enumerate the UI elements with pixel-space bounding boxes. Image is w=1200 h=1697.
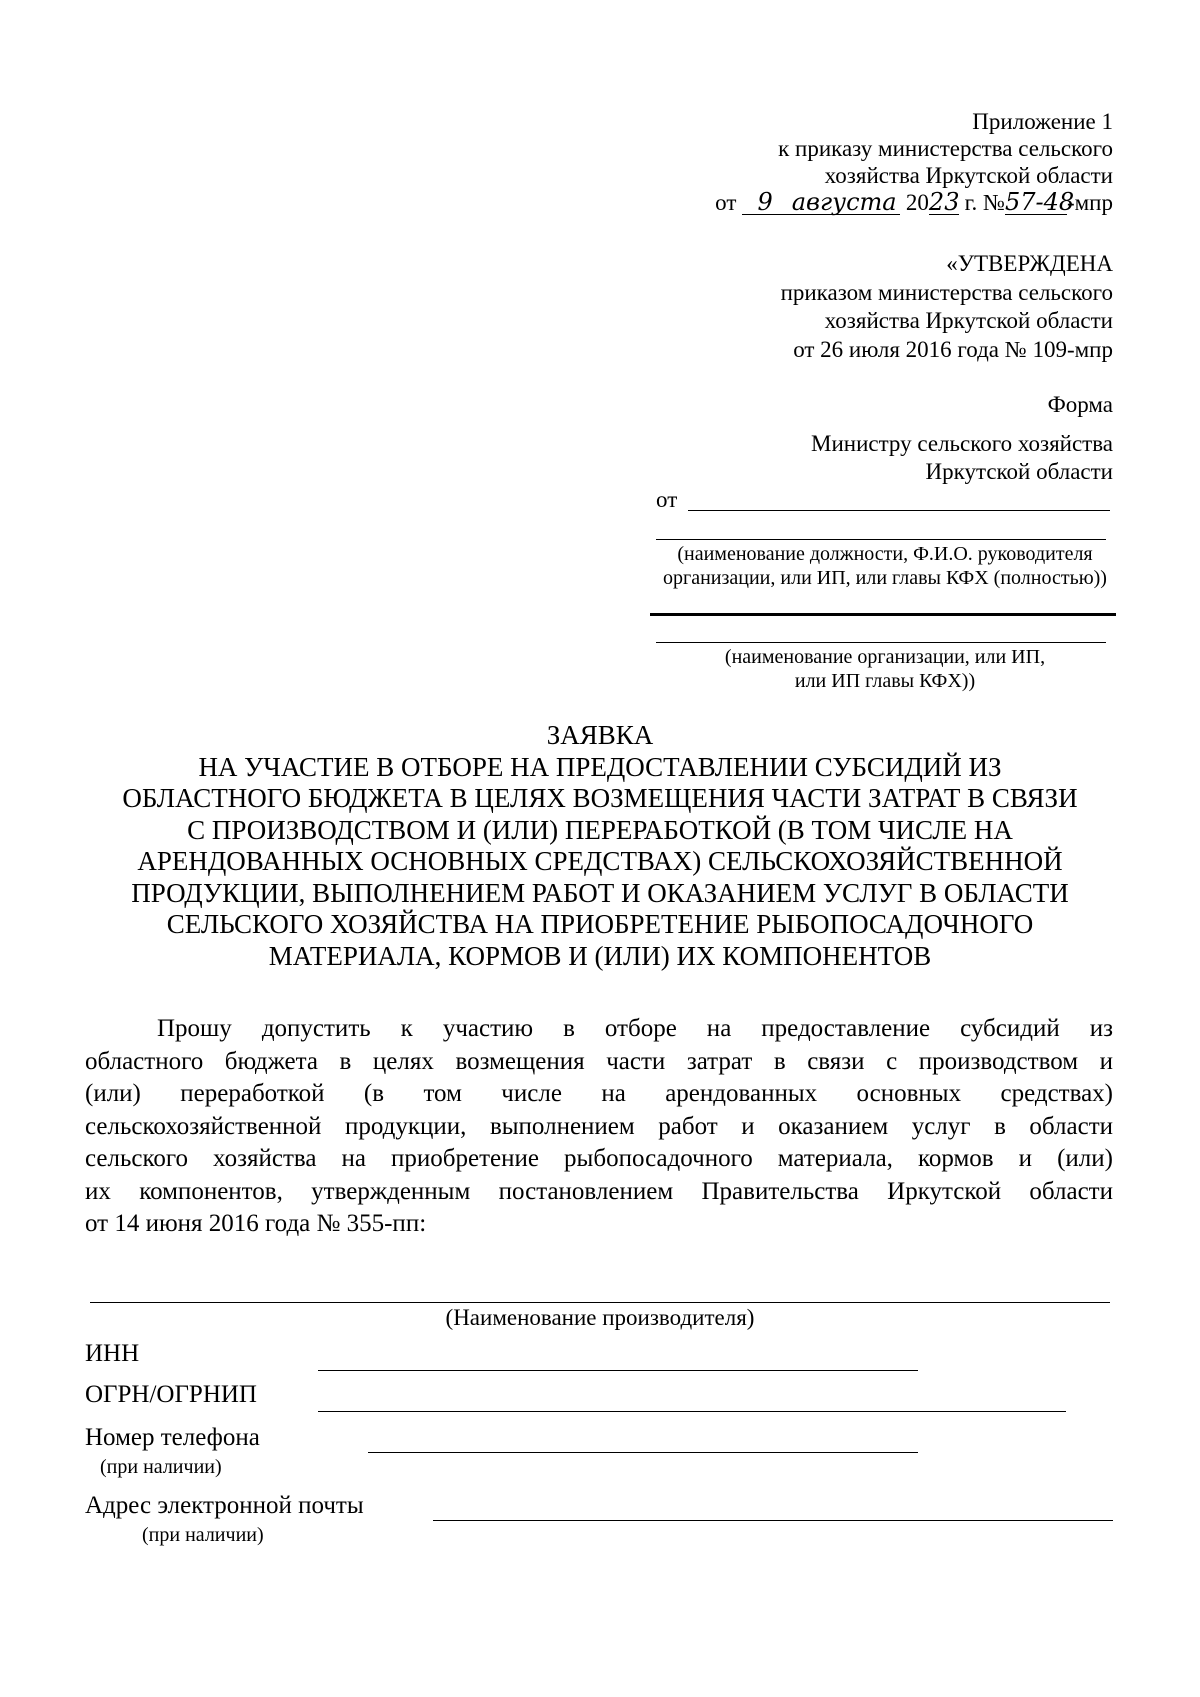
heading-line: С ПРОИЗВОДСТВОМ И (ИЛИ) ПЕРЕРАБОТКОЙ (В ТОМ ЧИСЛЕ НА bbox=[187, 814, 1013, 845]
approved-line-1: приказом министерства сельского bbox=[780, 279, 1113, 305]
heading-line: АРЕНДОВАННЫХ ОСНОВНЫХ СРЕДСТВАХ) СЕЛЬСКОХОЗЯЙСТВЕННОЙ bbox=[137, 846, 1063, 876]
appendix-line-1: к приказу министерства сельского bbox=[778, 136, 1113, 161]
appendix-block bbox=[593, 108, 1113, 216]
heading-line: ПРОДУКЦИИ, ВЫПОЛНЕНИЕМ РАБОТ И ОКАЗАНИЕМ УСЛУГ В ОБЛАСТИ bbox=[131, 877, 1069, 908]
separator-thick-line bbox=[650, 613, 1116, 616]
appendix-title: Приложение 1 bbox=[972, 109, 1113, 134]
document-heading bbox=[40, 720, 1160, 972]
body-line: Прошу допустить к участию в отборе на предоставление субсидий из bbox=[157, 1015, 1113, 1042]
year-handwritten: 23 bbox=[928, 188, 960, 216]
heading-line: НА УЧАСТИЕ В ОТБОРЕ НА ПРЕДОСТАВЛЕНИИ СУБСИДИЙ ИЗ bbox=[198, 751, 1002, 782]
inn-input-line[interactable] bbox=[318, 1370, 918, 1371]
approved-title: «УТВЕРЖДЕНА bbox=[946, 251, 1113, 276]
approved-line-2: хозяйства Иркутской области bbox=[824, 308, 1113, 333]
phone-input-line[interactable] bbox=[368, 1452, 918, 1453]
position-caption bbox=[650, 542, 1120, 590]
body-line: сельскохозяйственной продукции, выполнением работ и оказанием услуг в области bbox=[85, 1112, 1113, 1140]
order-number-field bbox=[1004, 188, 1075, 216]
body-line: их компонентов, утвержденным постановлением Правительства Иркутской области bbox=[85, 1177, 1113, 1205]
position-caption-line-2: организации, или ИП, или главы КФХ (полностью)) bbox=[663, 567, 1107, 589]
approved-block bbox=[593, 250, 1113, 364]
body-line: областного бюджета в целях возмещения части затрат в связи с производством и bbox=[85, 1047, 1113, 1075]
inn-label: ИНН bbox=[85, 1340, 140, 1367]
addressee-from-label: от bbox=[656, 487, 678, 512]
form-label: Форма bbox=[1047, 392, 1113, 417]
body-line: от 14 июня 2016 года № 355-пп: bbox=[85, 1210, 427, 1237]
phone-label: Номер телефона bbox=[85, 1424, 260, 1451]
heading-line: ОБЛАСТНОГО БЮДЖЕТА В ЦЕЛЯХ ВОЗМЕЩЕНИЯ ЧАСТИ ЗАТРАТ В СВЯЗИ bbox=[122, 783, 1078, 813]
heading-line: МАТЕРИАЛА, КОРМОВ И (ИЛИ) ИХ КОМПОНЕНТОВ bbox=[268, 940, 932, 971]
organization-caption bbox=[650, 645, 1120, 693]
producer-caption: (Наименование производителя) bbox=[445, 1305, 755, 1330]
addressee-from-line[interactable] bbox=[688, 510, 1110, 511]
addressee-block bbox=[593, 430, 1113, 486]
order-suffix: -мпр bbox=[1066, 190, 1113, 215]
date-month-handwritten: августа bbox=[791, 188, 897, 216]
appendix-line-2: хозяйства Иркутской области bbox=[824, 163, 1113, 188]
organization-caption-line-1: (наименование организации, или ИП, bbox=[724, 646, 1046, 668]
year-field bbox=[928, 188, 960, 216]
ogrn-label: ОГРН/ОГРНИП bbox=[85, 1381, 257, 1408]
body-paragraph bbox=[85, 1013, 1113, 1241]
organization-line[interactable] bbox=[656, 642, 1106, 643]
position-line[interactable] bbox=[656, 539, 1106, 540]
email-label: Адрес электронной почты bbox=[85, 1492, 364, 1519]
producer-name-line[interactable] bbox=[90, 1302, 1110, 1303]
body-line: (или) переработкой (в том числе на арендованных основных средствах) bbox=[85, 1080, 1113, 1107]
approved-line-3: от 26 июля 2016 года № 109-мпр bbox=[793, 336, 1113, 362]
email-input-line[interactable] bbox=[433, 1520, 1113, 1521]
addressee-line-2: Иркутской области bbox=[925, 459, 1113, 484]
date-month-field bbox=[788, 188, 900, 216]
date-prefix: от bbox=[715, 190, 737, 215]
order-number-handwritten: 57-48 bbox=[1004, 188, 1075, 216]
email-note: (при наличии) bbox=[142, 1524, 264, 1546]
ogrn-input-line[interactable] bbox=[318, 1411, 1066, 1412]
year-prefix: 20 bbox=[905, 190, 929, 215]
heading-title: ЗАЯВКА bbox=[546, 720, 654, 750]
date-day-field bbox=[742, 188, 788, 216]
phone-note: (при наличии) bbox=[100, 1456, 222, 1478]
addressee-line-1: Министру сельского хозяйства bbox=[811, 431, 1113, 456]
heading-line: СЕЛЬСКОГО ХОЗЯЙСТВА НА ПРИОБРЕТЕНИЕ РЫБОПОСАДОЧНОГО bbox=[166, 909, 1034, 939]
body-line: сельского хозяйства на приобретение рыбопосадочного материала, кормов и (или) bbox=[85, 1145, 1113, 1172]
appendix-date-line bbox=[593, 189, 1113, 216]
organization-caption-line-2: или ИП главы КФХ)) bbox=[794, 670, 976, 692]
position-caption-line-1: (наименование должности, Ф.И.О. руководителя bbox=[677, 543, 1093, 565]
year-label: г. № bbox=[964, 190, 1005, 215]
date-day-handwritten: 9 bbox=[757, 188, 773, 216]
